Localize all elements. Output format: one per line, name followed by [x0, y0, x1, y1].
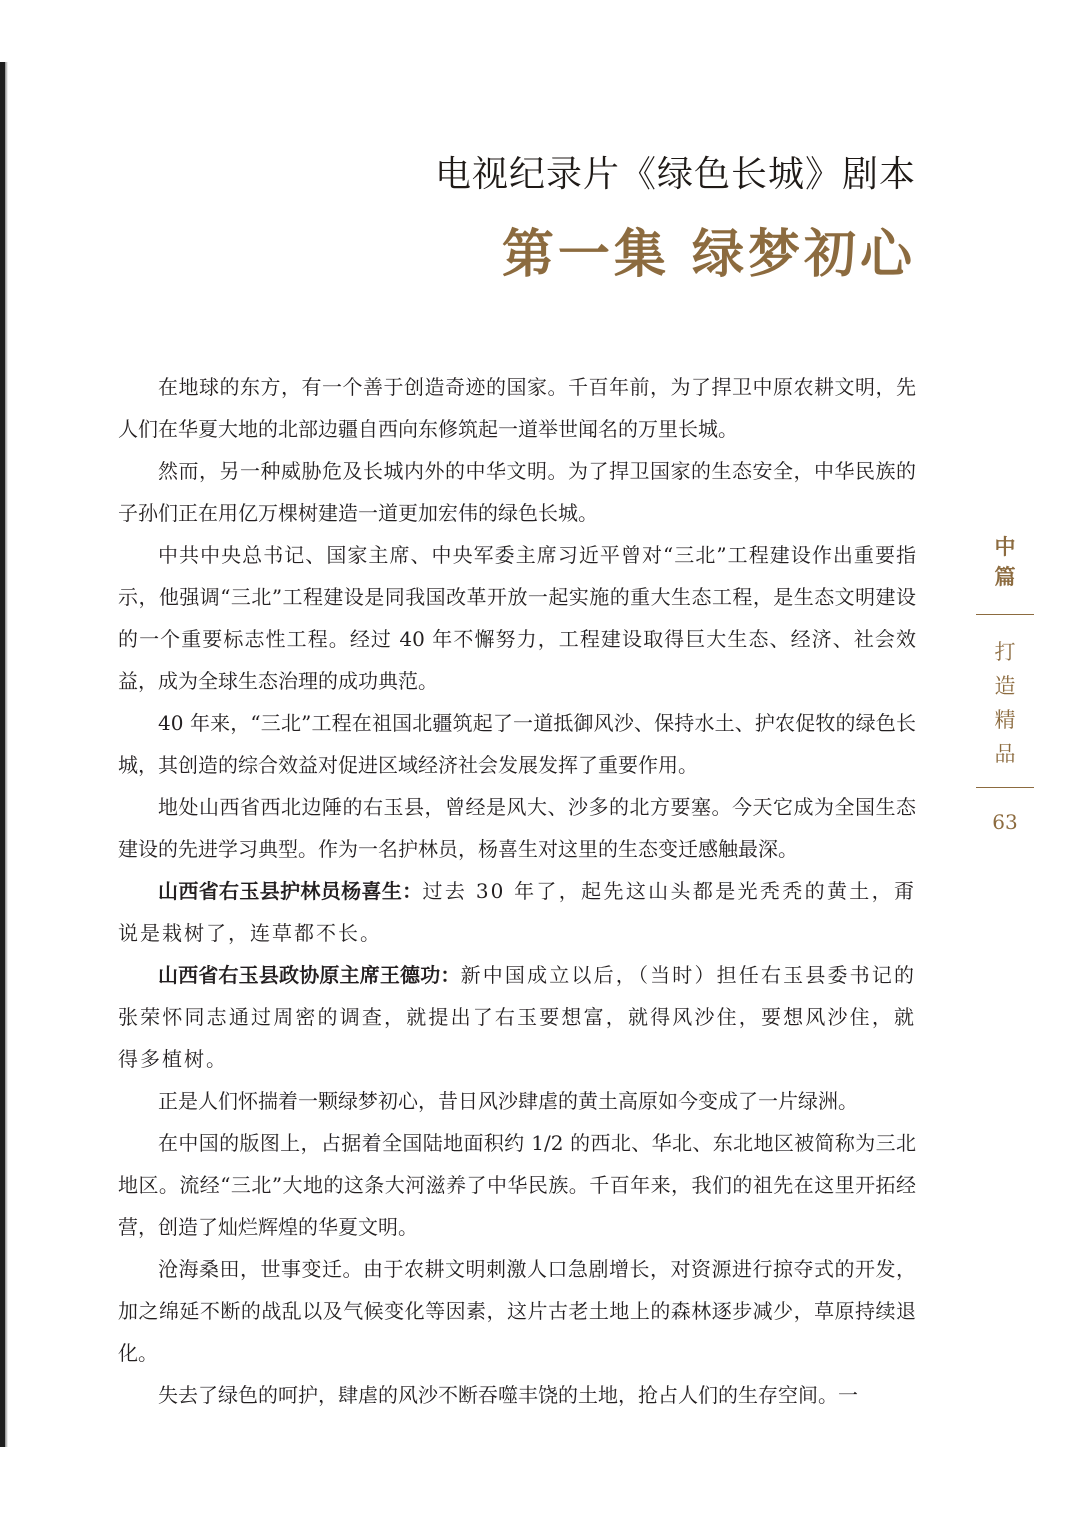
interview-quote: 新中国成立以后，（当时）担任右玉县委书记的张荣怀同志通过周密的调查，就提出了右玉要想富，就得风沙住，要想风沙住，就得多植树。 — [118, 963, 917, 1071]
section-char: 篇 — [994, 565, 1016, 589]
chapter-side-tab — [976, 530, 1034, 834]
script-title: 电视纪录片《绿色长城》剧本 — [434, 154, 916, 195]
paragraph: 正是人们怀揣着一颗绿梦初心，昔日风沙肆虐的黄土高原如今变成了一片绿洲。 — [158, 1089, 858, 1113]
paragraph: 然而，另一种威胁危及长城内外的中华文明。为了捍卫国家的生态安全，中华民族的子孙们正在用亿万棵树建造一道更加宏伟的绿色长城。 — [118, 459, 916, 525]
theme-char: 精 — [994, 708, 1016, 732]
paragraph: 沧海桑田，世事变迁。由于农耕文明刺激人口急剧增长，对资源进行掠夺式的开发，加之绵延不断的战乱以及气候变化等因素，这片古老土地上的森林逐步减少，草原持续退化。 — [118, 1257, 916, 1365]
page-number: 63 — [992, 810, 1018, 834]
divider — [976, 787, 1034, 788]
section-char: 中 — [994, 535, 1016, 559]
paragraph: 在中国的版图上，占据着全国陆地面积约 1/2 的西北、华北、东北地区被简称为三北地区。流经“三北”大地的这条大河滋养了中华民族。千百年来，我们的祖先在这里开拓经营，创造了灿烂辉煌的华夏文明。 — [118, 1131, 916, 1239]
theme-char: 造 — [994, 674, 1016, 698]
divider — [976, 614, 1034, 615]
section-label — [976, 532, 1034, 592]
paragraph: 地处山西省西北边陲的右玉县，曾经是风大、沙多的北方要塞。今天它成为全国生态建设的先进学习典型。作为一名护林员，杨喜生对这里的生态变迁感触最深。 — [118, 795, 916, 861]
paragraph: 中共中央总书记、国家主席、中央军委主席习近平曾对“三北”工程建设作出重要指示，他强调“三北”工程建设是同我国改革开放一起实施的重大生态工程，是生态文明建设的一个重要标志性工程。经过 40 年不懈努力，工程建设取得巨大生态、经济、社会效益，成为全球生态治理的成功典范。 — [118, 543, 916, 693]
speaker-label: 山西省右玉县护林员杨喜生： — [158, 879, 423, 903]
theme-char: 品 — [994, 742, 1016, 766]
paragraph: 在地球的东方，有一个善于创造奇迹的国家。千百年前，为了捍卫中原农耕文明，先人们在华夏大地的北部边疆自西向东修筑起一道举世闻名的万里长城。 — [118, 375, 916, 441]
speaker-label: 山西省右玉县政协原主席王德功： — [158, 963, 461, 987]
episode-title: 第一集 绿梦初心 — [501, 224, 916, 285]
theme-label — [976, 635, 1034, 771]
paragraph: 40 年来，“三北”工程在祖国北疆筑起了一道抵御风沙、保持水土、护农促牧的绿色长城，其创造的综合效益对促进区域经济社会发展发挥了重要作用。 — [118, 711, 916, 777]
article-body — [118, 366, 916, 1416]
interview-quote: 过去 30 年了，起先这山头都是光秃秃的黄土，甭说是栽树了，连草都不长。 — [118, 879, 917, 945]
interview-paragraph — [118, 954, 916, 1080]
paragraph: 失去了绿色的呵护，肆虐的风沙不断吞噬丰饶的土地，抢占人们的生存空间。一 — [158, 1383, 858, 1407]
page-binding-shadow — [5, 62, 8, 1447]
theme-char: 打 — [994, 640, 1016, 664]
interview-paragraph — [118, 870, 916, 954]
